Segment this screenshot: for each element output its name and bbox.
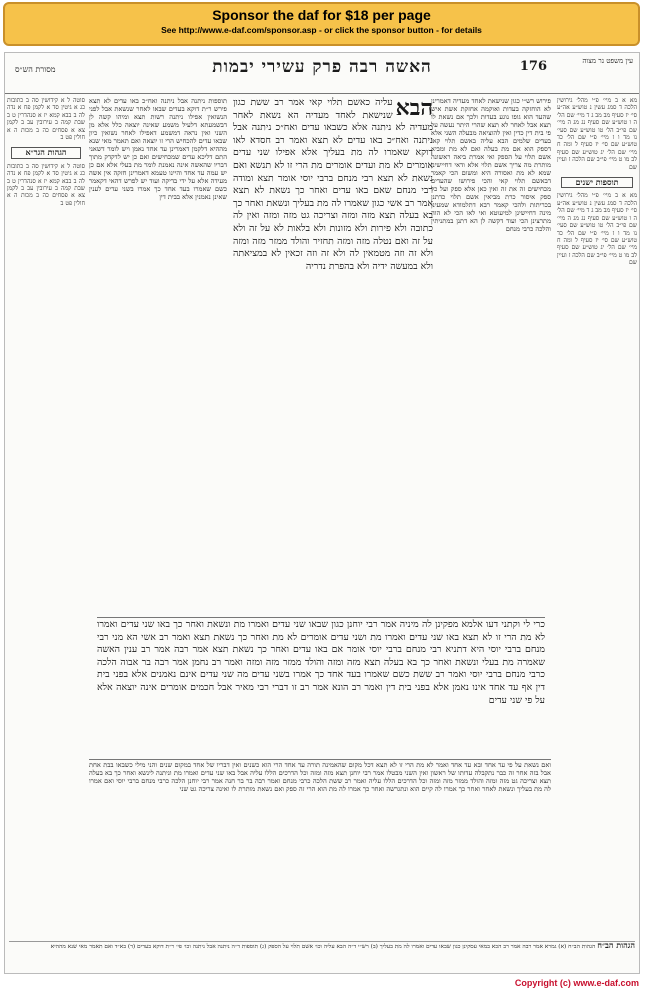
bottom-notes-text: הגהות הב״ח (א) גמרא אמר רבה אמר רב הכא במאי עסקינן כגון שבאו עדים ואמרו לה מת בעליך (ב) רש״י ד״ה הבא עליה וכו׳ אשם תלוי על הספק (ג) תוספות ד״ה ניתנה אבל ניתנה וכו׳ פי׳ ר״ת דוקא בעדים (ד) בא״ד ואם תאמר מאי שנא מההיא [50, 944, 596, 950]
masoret-hashas-text: סוטה ל א קידושין סה ב כתובות כג א גיטין סד א לקמן פח א נדה לה ב בבא קמא יז א סנהדרין ט ב שבת קמה ב עירובין עב ב לקמן צא א פסחים כה ב מכות ה א חולין פט ב [7, 97, 85, 142]
copyright-notice: Copyright (c) www.e-daf.com [514, 978, 639, 988]
lower-commentary [89, 761, 551, 937]
section-divider [89, 759, 551, 760]
rashi-text: פירוש רש״י כגון שנישאת לאחד מעדיה דאמרינן לא הוחזקה בעדות ואוקמה אחזקת אשת איש שהעד הוא גופו נוגע בעדות ולכך אם נשאת לו תצא אבל לאחר לא תצא שהרי היתר נעשה על פי בית דין כדין ואין להוציאה מבעלה השני אלא בעדים שלמים הבא עליה באשם תלוי קאי דספק הוא אם מת בעלה ואם לא מת ומביא אשם תלוי על הספק ואי אמרת ביאה ראשונה מותרת מה צריך אשם תלוי אלא ודאי דחיישינן שמא לא מת ואסורה היא ומשום הכי קאמר דבאשם תלוי קאי והכי פירושו שהעדים מכחישים זה את זה ואין כאן אלא ספק ועל כל ספק איסור כרת מביאין אשם תלוי כדתנן בכריתות ולהכי קאמר רבא דתלמודא שמעינן מינה דחיישינן למיעוטא ואי לאו הכי לא הוה מתרצינן הכי ועוד דקשה לן הא דתנן במתניתין והלכה כרבי מנחם [431, 97, 551, 233]
sponsor-title[interactable]: Sponsor the daf for $18 per page [212, 7, 431, 23]
masoret-hashas-heading: מסורת הש״ס [15, 65, 56, 74]
tosafot-yeshanim-text: מא א ב מיי׳ פ״י מהל׳ גירושין הלכה ד סמג עשין נ טוש״ע אה״ע סי׳ יז סעיף מב מב ג ד מיי׳ שם הל׳ ה ו טוש״ע שם סעיף נג מג ה מיי׳ שם פי״ב הל׳ טו טוש״ע שם סעי׳ נו מד ו ז מיי׳ פ״י שם הל׳ כד טוש״ע שם סי׳ יז סעיף ל ומה ח מיי׳ שם הל׳ יג טוש״ע שם סעיף לב מו ט מיי׳ פי״ב שם הלכה ז ועיין שם [557, 192, 637, 267]
hagahot-hagra-label: הגהות הגר״א [11, 147, 81, 158]
talmud-page [4, 52, 640, 974]
tosafot-text: תוספות ניתנה אבל ניתנה ואח״כ באו עדים לא תצא פירש ר״ת דוקא בעדים שבאו לאחר שנשאת אבל לפני הנשואין אפילו ניתנה רשות תצא ומיהו קשה לן דבשמעתא דלעיל משמע שאינה יוצאה כלל אלא מן השני ואין נראה דמשמע דאפילו לאחר נשואין כיון שבאו עדים להכחיש הרי זו יוצאה ואם תאמר מאי שנא מההיא דלקמן דאמרינן עד אחד נאמן ויש לומר דשאני התם דליכא עדים שמכחישים ואם כן יש לדקדק מתוך דבריו שהאשה אינה נאמנת לומר מת בעלי אלא אם כן יש עמה עד אחד והיינו טעמא דאמרינן חזקה אין אשה מעידה אלא על ידי בדיקה ועוד יש לפרש דהאי דקאמר כשם שאמרו בעד אחד כך אמרו בשני עדים לענין שאינן נאמנין אלא בבית דין [89, 97, 227, 201]
gemara-main-column [233, 97, 433, 617]
ein-mishpat-margin [557, 97, 637, 937]
ein-mishpat-heading: עין משפט נר מצוה [582, 57, 633, 65]
gemara-text: עליה כאשם תלוי קאי אמר רב ששת כגון שנישאת לאחד מעדיה הא נשאת לאחר מעדיה לא ניתנה אלא כשבאו עדים ואח״כ ניתנה אבל ניתנה ואח״כ באו עדים לא תצא ואמר רב חסדא לאו דוקא שאמרו לה מת בעליך אלא אפילו שני עדים אומרים לא מת ועדים אומרים מת הרי זו לא תנשא ואם נשאת לא תצא רבי מנחם ברבי יוסי אומר תצא ומודה רבי מנחם שאם באו עדים ואחר כך נשאת לא תצא אמר רב אשי כגון שאמרו לה מת בעליך ונשאת ואחר כך בא בעלה תצא מזה ומזה וצריכה גט מזה ומזה ואין לה כתובה ולא פירות ולא מזונות ולא בלאות לא על זה ולא על זה ואם נטלה מזה ומזה תחזיר והולד ממזר מזה ומזה ולא זה וזה מטמאין לה ולא זה וזה זכאין לא במציאתה ולא במעשה ידיה ולא בהפרת נדריה [233, 97, 433, 272]
tosafot-yeshanim-label: תוספות ישנים [561, 177, 633, 188]
page-header [5, 53, 639, 94]
rashi-commentary [431, 97, 551, 657]
sponsor-banner[interactable] [3, 2, 640, 46]
opening-word: הבא [395, 97, 433, 121]
masoret-hashas-margin [7, 97, 85, 937]
lower-commentary-text: ואם נשאת על פי עד אחד ובא עד אחד ואמר לא מת הרי זו לא תצא דכל מקום שהאמינה תורה עד אחד הרי הוא כשנים ואין דבריו של אחד במקום שנים והני מילי כשבאו בבת אחת אבל בזה אחר זה כבר נתקבלה עדותו של ראשון ואין השני מבטלו אמר רבי יוחנן תצא מזה ומזה וכל הדרכים הללו עליה אבל באו שני עדים ואמרו מת וניתנה לינשא ואחר כך בא בעלה תצא וצריכה גט מזה ומזה והולד ממזר מזה ומזה וכל הדרכים הללו עליה ואמר רב ששת הלכה כרבי מנחם ואמר רבה בר בר חנה אמר רבי יוחנן הלכה כרבי מנחם ברבי יוסי ואם אמרו לה מת בעליך ונשאת לאחר ואחר כך אמרו לה קיים הוא ונתגרשה ואחר כך אמרו לה מת הוא הרי זה ספק ואם נשאת מותרת לו ואינה צריכה גט שני [89, 761, 551, 793]
bottom-notes [9, 941, 635, 972]
sponsor-link-text[interactable]: See http://www.e-daf.com/sponsor.asp - or click the sponsor button - for details [161, 25, 482, 35]
gemara-continuation [97, 619, 545, 757]
ein-mishpat-text: מא א ב מיי׳ פ״י מהל׳ גירושין הלכה ד סמג עשין נ טוש״ע אה״ע סי׳ יז סעיף מב מב ג ד מיי׳ שם הל׳ ה ו טוש״ע שם סעיף נג מג ה מיי׳ שם פי״ב הל׳ טו טוש״ע שם סעי׳ נו מד ו ז מיי׳ פ״י שם הל׳ כד טוש״ע שם סי׳ יז סעיף ל ומה ח מיי׳ שם הל׳ יג טוש״ע שם סעיף לב מו ט מיי׳ פי״ב שם הלכה ז ועיין שם [557, 97, 637, 171]
page-title: האשה רבה פרק עשירי יבמות [212, 57, 432, 77]
hagahot-habach-label: הגהות הב״ח [597, 941, 635, 950]
tosafot-commentary [89, 97, 227, 657]
section-divider [97, 617, 545, 618]
hagahot-hagra-text: סוטה ל א קידושין סה ב כתובות כג א גיטין סד א לקמן פח א נדה לה ב בבא קמא יז א סנהדרין ט ב שבת קמה ב עירובין עב ב לקמן צא א פסחים כה ב מכות ה א חולין פט ב [7, 162, 85, 207]
page-number: 176 [519, 59, 547, 74]
gemara-continuation-text: כרי לי וקתני דעו אלמא מפקינן לה מיניה אמר רבי יוחנן כגון שבאו שני עדים ואמרו מת ונשאת ואחר כך באו שני עדים ואמרו לא מת הרי זו לא תצא באו שני עדים ואמרו מת ושני עדים אומרים לא מת ואחר כך נשאת תצא ואמר רב אשי הא מני רבי מנחם ברבי יוסי היא דתניא רבי מנחם ברבי יוסי אומר אם באו עדים ואחר כך נשאת תצא אמר רבה אמר רב ענין האשה שאמרה מת בעלי ונשאת ואחר כך בא בעלה תצא מזה ומזה והולד ממזר מזה ומזה ואמר רב נחמן אמר רבה בר אבוה הלכה כרבי מנחם ברבי יוסי ואמר רב ששת כשם שאמרו בעד אחד כך אמרו בשני עדים מה שני עדים אינם נאמנים אלא בפני בית דין אף עד אחד אינו נאמן אלא בפני בית דין ואמר רב הונא אמר רב זו דברי רבי מאיר אבל חכמים אומרים אינה יוצאה אלא על פי שני עדים [97, 619, 545, 706]
